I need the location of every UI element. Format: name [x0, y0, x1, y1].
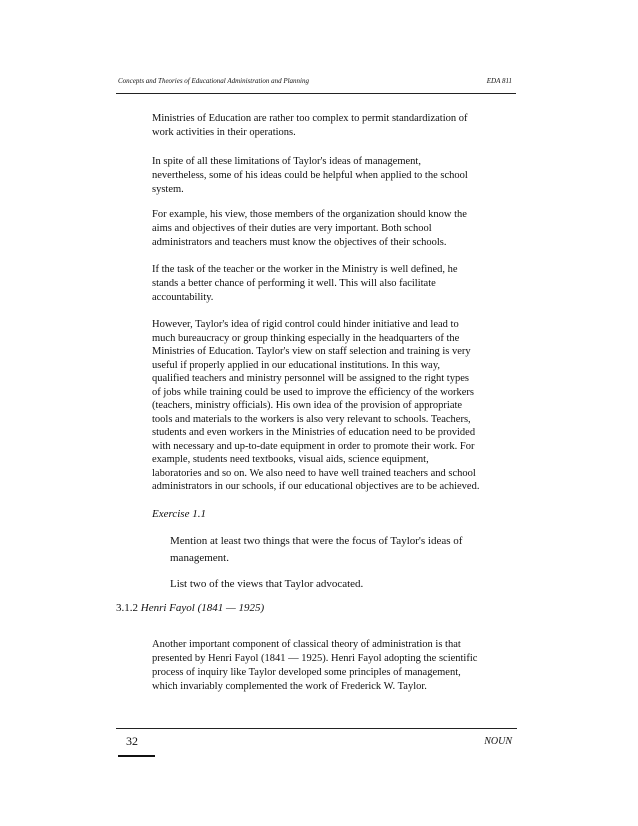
text-line: Another important component of classical theory of administration is that	[152, 639, 461, 650]
paragraph-complexity	[152, 112, 554, 140]
text-line: presented by Henri Fayol (1841 — 1925). Henri Fayol adopting the scientific	[152, 653, 478, 664]
exercise-title: Exercise 1.1	[152, 508, 206, 520]
exercise-item	[170, 576, 500, 593]
paragraph-objectives	[152, 208, 554, 250]
paragraph-fayol	[152, 638, 554, 694]
paragraph-limitations	[152, 155, 554, 197]
text-line: work activities in their operations.	[152, 127, 296, 138]
page-number-underline	[118, 755, 155, 757]
text-line: administrators in our schools, if our educational objectives are to be achieved.	[152, 481, 480, 492]
text-line: example, students need textbooks, visual aids, science equipment,	[152, 454, 429, 465]
paragraph-rigid-control	[152, 318, 554, 494]
text-line: administrators and teachers must know the objectives of their schools.	[152, 237, 447, 248]
text-line: (teachers, ministry officials). His own idea of the provision of appropriate	[152, 400, 463, 411]
text-line: with necessary and up-to-date equipment in order to promote their work. For	[152, 440, 475, 452]
header-course-title: Concepts and Theories of Educational Administration and Planning	[118, 77, 310, 85]
text-line: However, Taylor's idea of rigid control could hinder initiative and lead to	[152, 319, 459, 330]
text-line: which invariably complemented the work of Frederick W. Taylor.	[152, 681, 427, 692]
text-line: qualified teachers and ministry personnel will be assigned to the right types	[152, 373, 469, 384]
text-line: much bureaucracy or group thinking especially in the headquarters of the	[152, 332, 460, 344]
text-line: system.	[152, 184, 184, 195]
section-number: 3.1.2	[116, 602, 138, 614]
header-course-code: EDA 811	[486, 77, 512, 85]
text-line: In spite of all these limitations of Taylor's ideas of management,	[152, 156, 421, 167]
text-line: List two of the views that Taylor advocated.	[170, 578, 364, 590]
text-line: Ministries of Education are rather too complex to permit standardization of	[152, 113, 468, 124]
text-line: students and even workers in the Ministries of education need to be provided	[152, 427, 476, 438]
text-line: For example, his view, those members of the organization should know the	[152, 209, 467, 220]
text-line: useful if properly applied in our educational institutions. In this way,	[152, 359, 441, 371]
text-line: nevertheless, some of his ideas could be helpful when applied to the school	[152, 170, 468, 181]
text-line: Ministries of Education. Taylor's view on staff selection and training is very	[152, 346, 471, 357]
text-line: Mention at least two things that were the focus of Taylor's ideas of	[170, 535, 463, 547]
text-line: stands a better chance of performing it well. This will also facilitate	[152, 278, 436, 289]
section-title: Henri Fayol (1841 — 1925)	[140, 602, 265, 614]
text-line: laboratories and so on. We also need to have well trained teachers and school	[152, 467, 476, 479]
text-line: accountability.	[152, 292, 214, 303]
paragraph-accountability	[152, 263, 554, 305]
text-line: management.	[170, 552, 229, 564]
text-line: process of inquiry like Taylor developed some principles of management,	[152, 667, 461, 678]
text-line: of jobs while training could be used to improve the efficiency of the workers	[152, 386, 475, 398]
footer-rule	[116, 728, 517, 729]
page-number: 32	[126, 734, 138, 748]
text-line: tools and materials to the workers is also very relevant to schools. Teachers,	[152, 413, 471, 425]
running-header	[118, 77, 514, 91]
exercise-item	[170, 533, 500, 567]
text-line: If the task of the teacher or the worker in the Ministry is well defined, he	[152, 264, 458, 275]
text-line: aims and objectives of their duties are very important. Both school	[152, 223, 432, 234]
header-rule	[116, 93, 516, 94]
section-heading	[116, 602, 264, 614]
publisher-label: NOUN	[484, 736, 512, 747]
